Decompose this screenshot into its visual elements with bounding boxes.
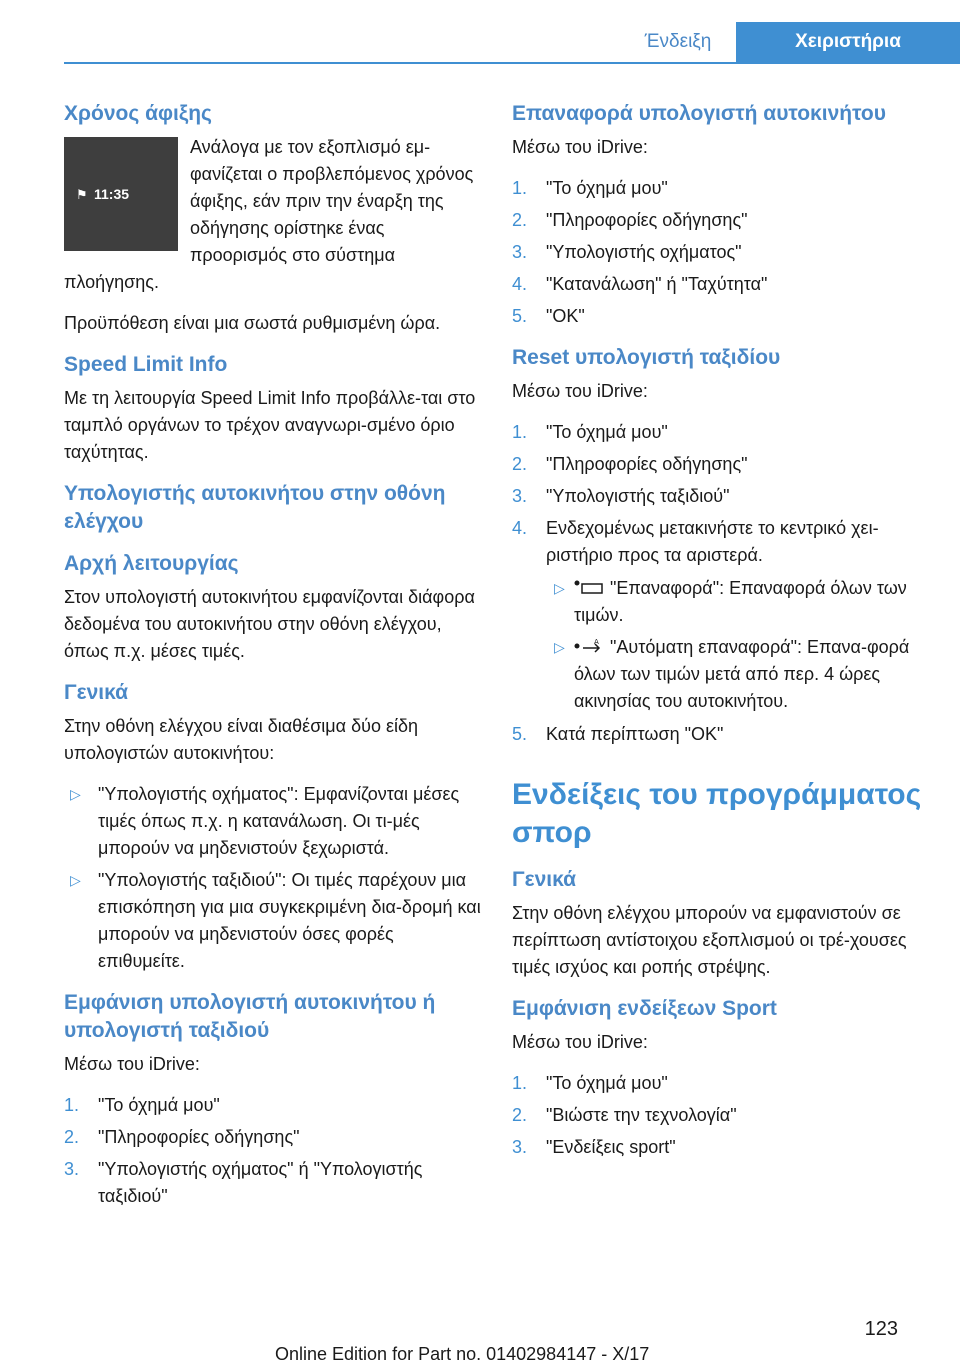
- reset-trip-computer-text: Μέσω του iDrive:: [512, 381, 648, 401]
- reset-vehicle-steps-list: [512, 175, 932, 330]
- sport-general-heading: Γενικά: [512, 868, 577, 891]
- reset-icon: [574, 576, 604, 592]
- list-item: ▷ A "Αυτόματη επαναφορά": Επανα-φορά όλων των τιμών μετά από περ. 4 ώρες ακινησίας του αυτοκινήτου.: [546, 634, 932, 715]
- sport-display-text: Μέσω του iDrive:: [512, 1032, 648, 1052]
- principle-text: Στον υπολογιστή αυτοκινήτου εμφανίζονται διάφορα δεδομένα του αυτοκινήτου στην οθόνη ελέγχου, όπως π.χ. μέσες τιμές.: [64, 587, 475, 661]
- display-computer-text: Μέσω του iDrive:: [64, 1054, 200, 1074]
- list-item: 5. Κατά περίπτωση "OK": [512, 724, 724, 744]
- list-item: 3. "Υπολογιστής ταξιδιού": [512, 486, 730, 506]
- arrival-time-text: Ανάλογα με τον εξοπλισμό εμ-φανίζεται ο προβλεπόμενος χρόνος άφιξης, εάν πριν την έναρξη της οδήγησης ορίστηκε ένας προορισμός στο σύστημα πλοήγησης.: [64, 137, 474, 292]
- list-item: 1. "Το όχημά μου": [64, 1095, 220, 1115]
- auto-reset-icon: [574, 635, 604, 651]
- flag-icon: ⚑: [76, 187, 88, 202]
- triangle-bullet-icon: ▷: [554, 580, 565, 596]
- arrival-time-note: Προϋπόθεση είναι μια σωστά ρυθμισμένη ώρα.: [64, 313, 441, 333]
- header-divider: [64, 62, 960, 64]
- display-steps-list: [64, 1092, 484, 1210]
- list-item: 1. "Το όχημά μου": [512, 422, 668, 442]
- tab-controls[interactable]: Χειριστήρια: [736, 22, 960, 62]
- clock-readout: 11:35: [94, 186, 130, 202]
- general-heading: Γενικά: [64, 681, 129, 704]
- speed-limit-heading: Speed Limit Info: [64, 353, 228, 376]
- onboard-computer-heading: Υπολογιστής αυτοκινήτου στην οθόνη ελέγχου: [64, 482, 446, 533]
- top-navigation: [620, 22, 960, 62]
- list-item: 1. "Το όχημά μου": [512, 178, 668, 198]
- list-item: 2. "Πληροφορίες οδήγησης": [512, 454, 748, 474]
- reset-vehicle-computer-text: Μέσω του iDrive:: [512, 137, 648, 157]
- edition-text: Online Edition for Part no. 01402984147 - X/17: [275, 1344, 650, 1364]
- principle-heading: Αρχή λειτουργίας: [64, 552, 239, 575]
- list-item: 3. "Υπολογιστής οχήματος" ή "Υπολογιστής ταξιδιού": [64, 1159, 423, 1206]
- triangle-bullet-icon: ▷: [554, 639, 565, 655]
- reset-vehicle-computer-heading: Επαναφορά υπολογιστή αυτοκινήτου: [512, 102, 886, 125]
- arrival-time-heading: Χρόνος άφιξης: [64, 102, 212, 125]
- list-item: ▷ "Υπολογιστής οχήματος": Εμφανίζονται μέσες τιμές όπως π.χ. η κατανάλωση. Οι τι-μές μπορούν να μηδενιστούν ξεχωριστά.: [64, 781, 484, 862]
- left-column: [64, 100, 484, 1224]
- sport-steps-list: [512, 1070, 932, 1161]
- tab-display[interactable]: Ένδειξη: [620, 22, 736, 62]
- reset-options-list: [546, 575, 932, 715]
- general-text: Στην οθόνη ελέγχου είναι διαθέσιμα δύο είδη υπολογιστών αυτοκινήτου:: [64, 716, 419, 763]
- list-item: 2. "Πληροφορίες οδήγησης": [512, 210, 748, 230]
- list-item: ▷ "Υπολογιστής ταξιδιού": Οι τιμές παρέχουν μια επισκόπηση για μια συγκεκριμένη δια-δρομή και μπορούν να μηδενιστούν όσες φορές επιθυμείτε.: [64, 867, 484, 975]
- arrival-time-image: [64, 137, 178, 251]
- page-number: 123: [864, 1318, 898, 1340]
- list-item: ▷ "Επαναφορά": Επαναφορά όλων των τιμών.: [546, 575, 932, 629]
- sport-displays-heading: Ενδείξεις του προγράμματος σπορ: [512, 778, 922, 849]
- reset-trip-steps-list: [512, 419, 932, 748]
- list-item: 4. "Κατανάλωση" ή "Ταχύτητα": [512, 274, 768, 294]
- triangle-bullet-icon: ▷: [70, 872, 81, 888]
- list-item: 2. "Βιώστε την τεχνολογία": [512, 1105, 737, 1125]
- sport-general-text: Στην οθόνη ελέγχου μπορούν να εμφανιστούν σε περίπτωση αντίστοιχου εξοπλισμού οι τρέ-χουσες τιμές ισχύος και ροπής στρέψης.: [512, 903, 907, 977]
- sport-display-heading: Εμφάνιση ενδείξεων Sport: [512, 997, 777, 1020]
- svg-text:A: A: [594, 638, 599, 646]
- right-column: [512, 100, 932, 1175]
- reset-trip-computer-heading: Reset υπολογιστή ταξιδίου: [512, 346, 781, 369]
- list-item: 1. "Το όχημά μου": [512, 1073, 668, 1093]
- list-item: 3. "Ενδείξεις sport": [512, 1137, 676, 1157]
- list-item: 4. Ενδεχομένως μετακινήστε το κεντρικό χει-ριστήριο προς τα αριστερά. ▷ "Επαναφορά": Επαναφορά όλων των τιμών. ▷ A "Αυτόματη επαναφορά": Επανα-φορά όλων των τιμών μετά από περ. 4 ώρες ακινησίας του αυτοκινήτου.: [512, 515, 932, 715]
- display-computer-heading: Εμφάνιση υπολογιστή αυτοκινήτου ή υπολογιστή ταξιδιού: [64, 991, 436, 1042]
- list-item: 3. "Υπολογιστής οχήματος": [512, 242, 742, 262]
- triangle-bullet-icon: ▷: [70, 786, 81, 802]
- computer-types-list: [64, 781, 484, 975]
- list-item: 5. "OK": [512, 306, 585, 326]
- list-item: 2. "Πληροφορίες οδήγησης": [64, 1127, 300, 1147]
- speed-limit-text: Με τη λειτουργία Speed Limit Info προβάλλε-ται στο ταμπλό οργάνων το τρέχον αναγνωρι-σμένο όριο ταχύτητας.: [64, 388, 476, 462]
